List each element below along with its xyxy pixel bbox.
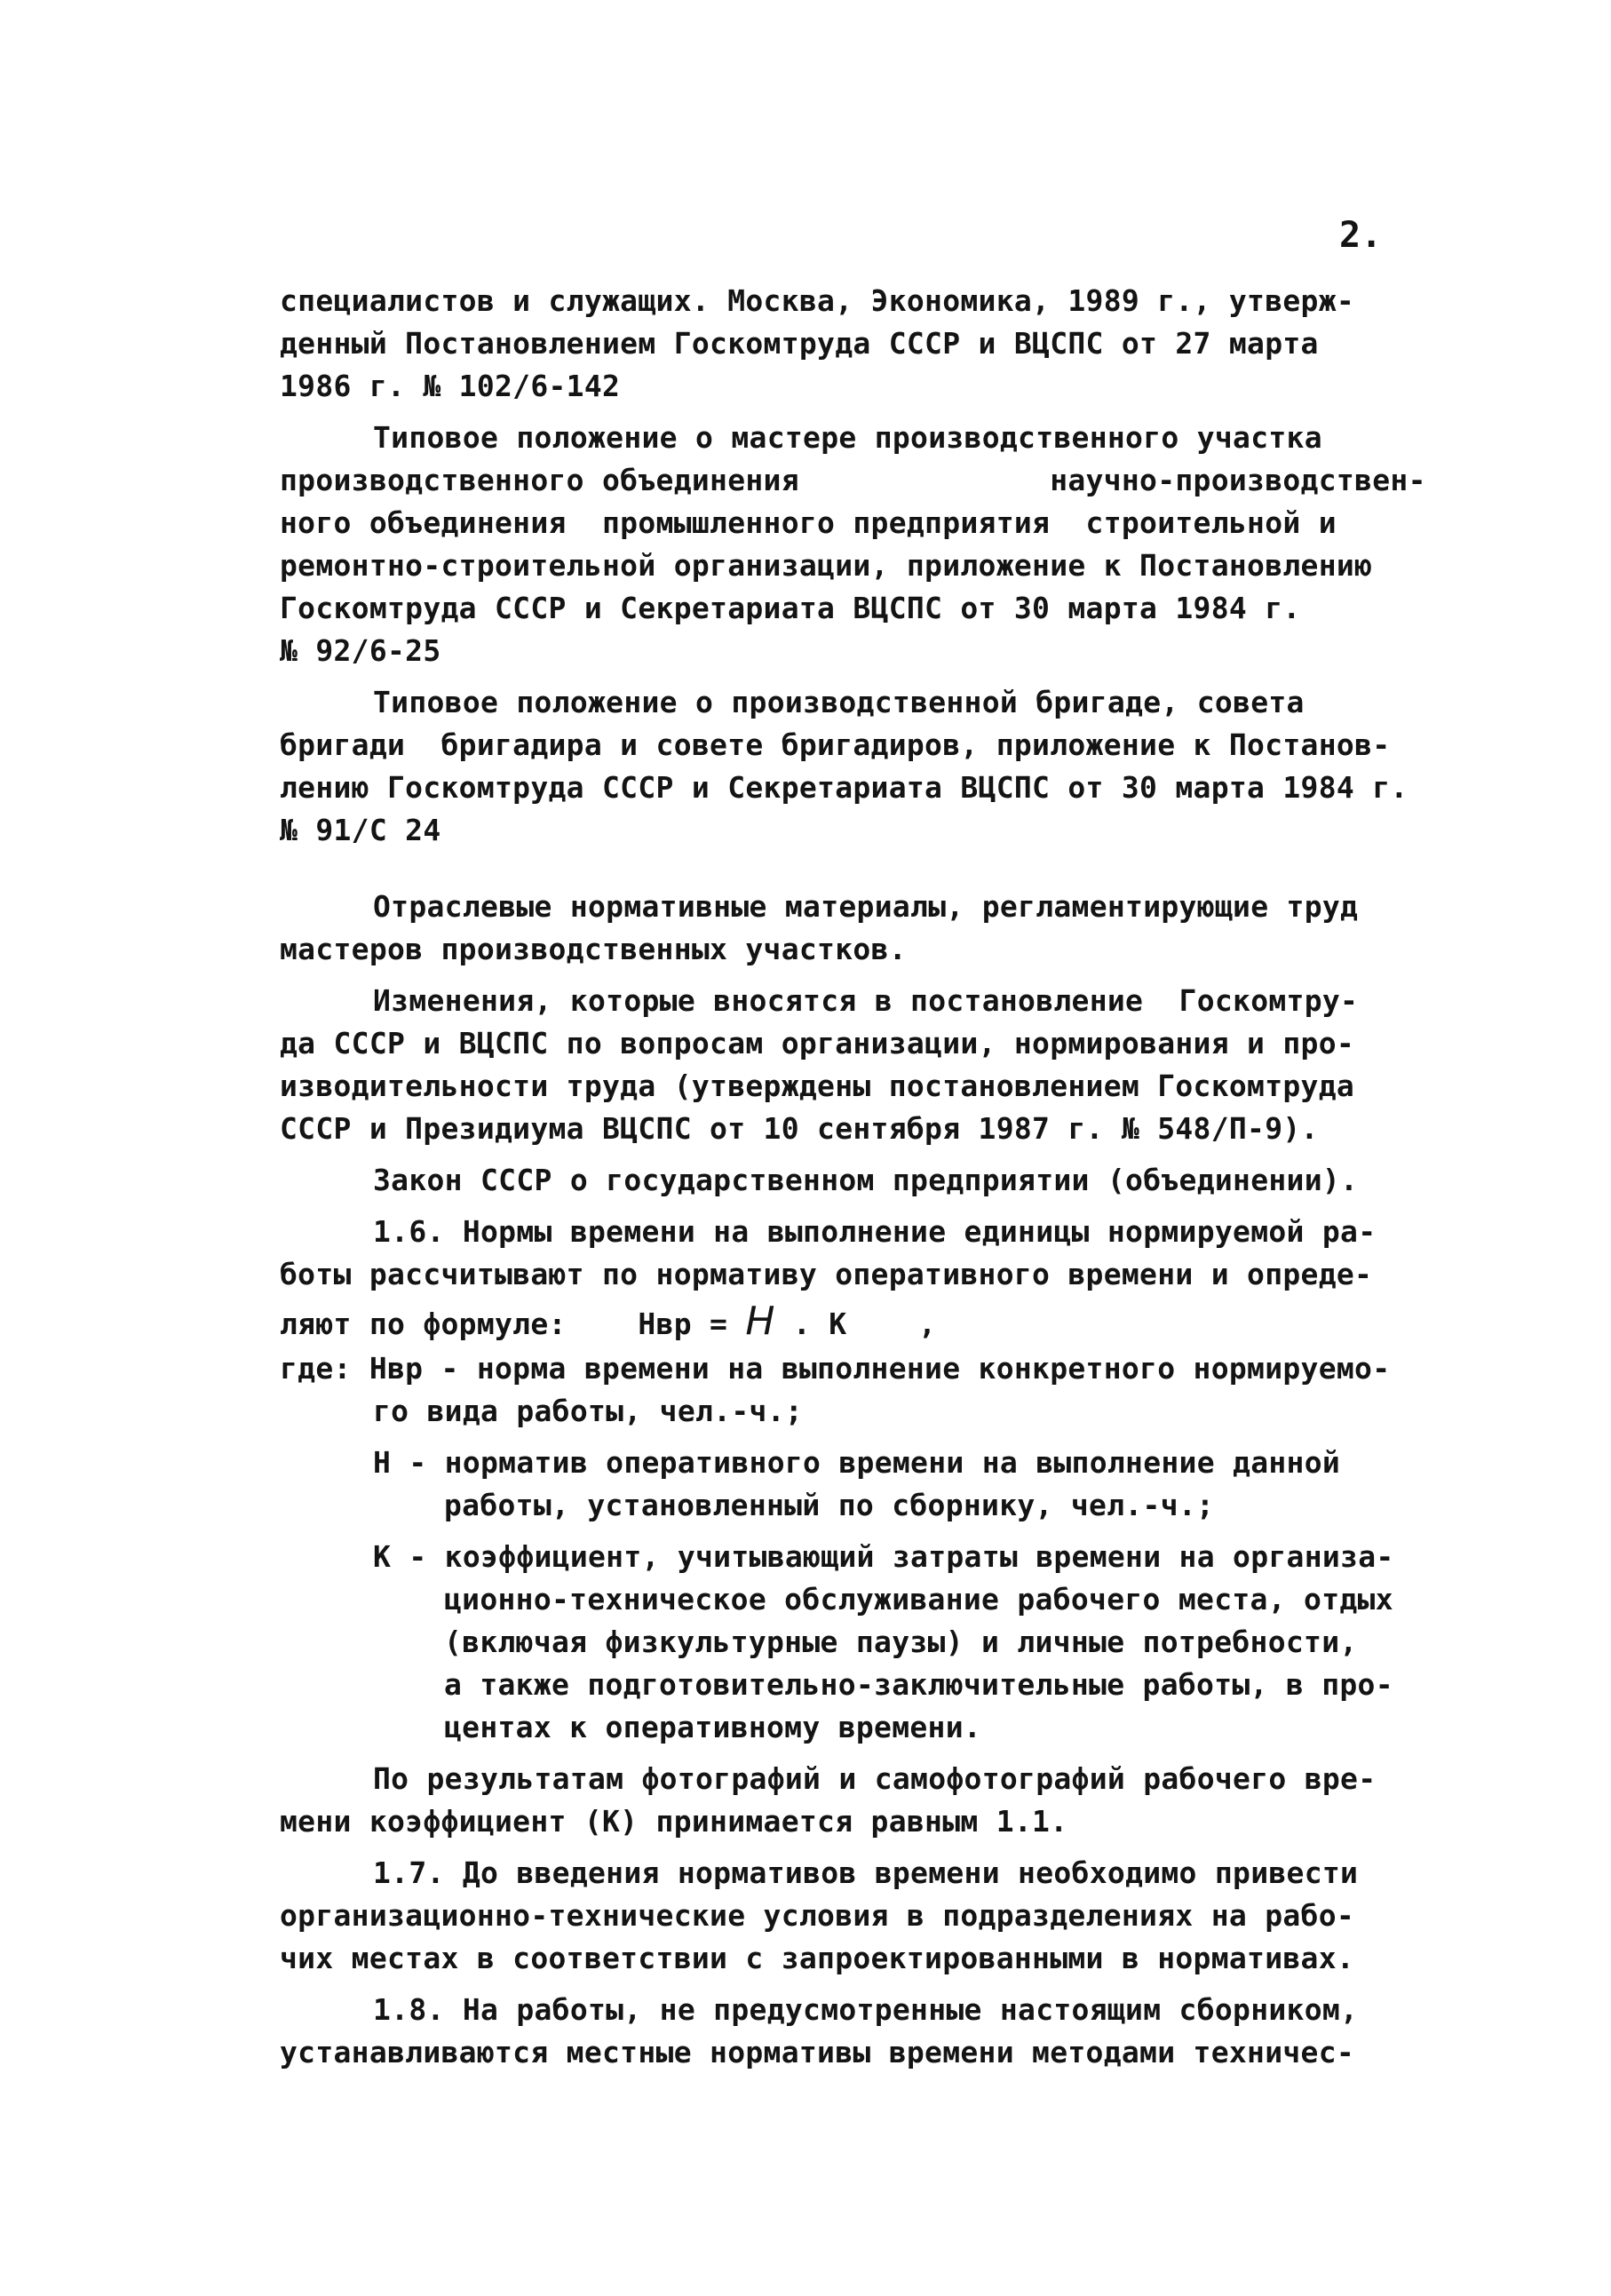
text-line: ционно-техническое обслуживание рабочего места, отдых: [444, 1582, 1393, 1617]
text-line: № 91/С 24: [280, 813, 441, 847]
text-line: СССР и Президиума ВЦСПС от 10 сентября 1987 г. № 548/П-9).: [280, 1111, 1319, 1146]
page-number: 2.: [1339, 215, 1383, 256]
text-line: денный Постановлением Госкомтруда СССР и ВЦСПС от 27 марта: [280, 326, 1319, 361]
text-line: изводительности труда (утверждены постановлением Госкомтруда: [280, 1069, 1355, 1103]
text-line: По результатам фотографий и самофотографий рабочего вре-: [373, 1761, 1377, 1796]
text-line: устанавливаются местные нормативы времени методами техничес-: [280, 2035, 1355, 2070]
text-line: специалистов и служащих. Москва, Экономика, 1989 г., утверж-: [280, 283, 1355, 318]
formula-variable: Н: [745, 1299, 775, 1344]
text-line: мени коэффициент (К) принимается равным 1.1.: [280, 1804, 1068, 1839]
text-line: го вида работы, чел.-ч.;: [373, 1394, 804, 1428]
text-line: № 92/6-25: [280, 633, 441, 668]
text-line: ного объединения промышленного предприятия строительной и: [280, 505, 1337, 540]
text-line: да СССР и ВЦСПС по вопросам организации, нормирования и про-: [280, 1026, 1355, 1061]
text-line: 1.8. На работы, не предусмотренные настоящим сборником,: [373, 1992, 1359, 2027]
formula-line: [280, 1299, 937, 1344]
text-line: Госкомтруда СССР и Секретариата ВЦСПС от 30 марта 1984 г.: [280, 591, 1301, 625]
text-line: Закон СССР о государственном предприятии (объединении).: [373, 1163, 1359, 1197]
text-line: ремонтно-строительной организации, приложение к Постановлению: [280, 548, 1373, 583]
text-line: производственного объединения научно-производствен-: [280, 463, 1426, 497]
text-line: Изменения, которые вносятся в постановление Госкомтру-: [373, 983, 1359, 1018]
text-line: Типовое положение о производственной бригаде, совета: [373, 685, 1305, 719]
text-line: (включая физкультурные паузы) и личные потребности,: [444, 1625, 1358, 1659]
text-line: 1.7. До введения нормативов времени необходимо привести: [373, 1855, 1359, 1890]
text-line: чих местах в соответствии с запроектированными в нормативах.: [280, 1941, 1355, 1975]
text-line: центах к оперативному времени.: [444, 1710, 982, 1744]
text-line: бригади бригадира и совете бригадиров, приложение к Постанов-: [280, 727, 1391, 762]
text-line: Н - норматив оперативного времени на выполнение данной: [373, 1445, 1341, 1480]
text-line: а также подготовительно-заключительные работы, в про-: [444, 1667, 1393, 1702]
text-line: организационно-технические условия в подразделениях на рабо-: [280, 1898, 1355, 1933]
text-line: Отраслевые нормативные материалы, регламентирующие труд: [373, 889, 1359, 924]
text-line: Типовое положение о мастере производственного участка: [373, 420, 1322, 455]
text-line: 1986 г. № 102/6-142: [280, 369, 621, 403]
text-line: боты рассчитывают по нормативу оперативного времени и опреде-: [280, 1257, 1373, 1291]
text-line: лению Госкомтруда СССР и Секретариата ВЦСПС от 30 марта 1984 г.: [280, 770, 1409, 805]
text-line: 1.6. Нормы времени на выполнение единицы нормируемой ра-: [373, 1214, 1377, 1249]
text-line: К - коэффициент, учитывающий затраты времени на организа-: [373, 1539, 1394, 1574]
text-line: где: Нвр - норма времени на выполнение конкретного нормируемо-: [280, 1351, 1391, 1386]
formula-right: . К ,: [774, 1307, 937, 1341]
text-line: работы, установленный по сборнику, чел.-ч.;: [444, 1488, 1215, 1522]
formula-left: ляют по формуле: Нвр =: [280, 1307, 746, 1341]
text-line: мастеров производственных участков.: [280, 932, 907, 966]
